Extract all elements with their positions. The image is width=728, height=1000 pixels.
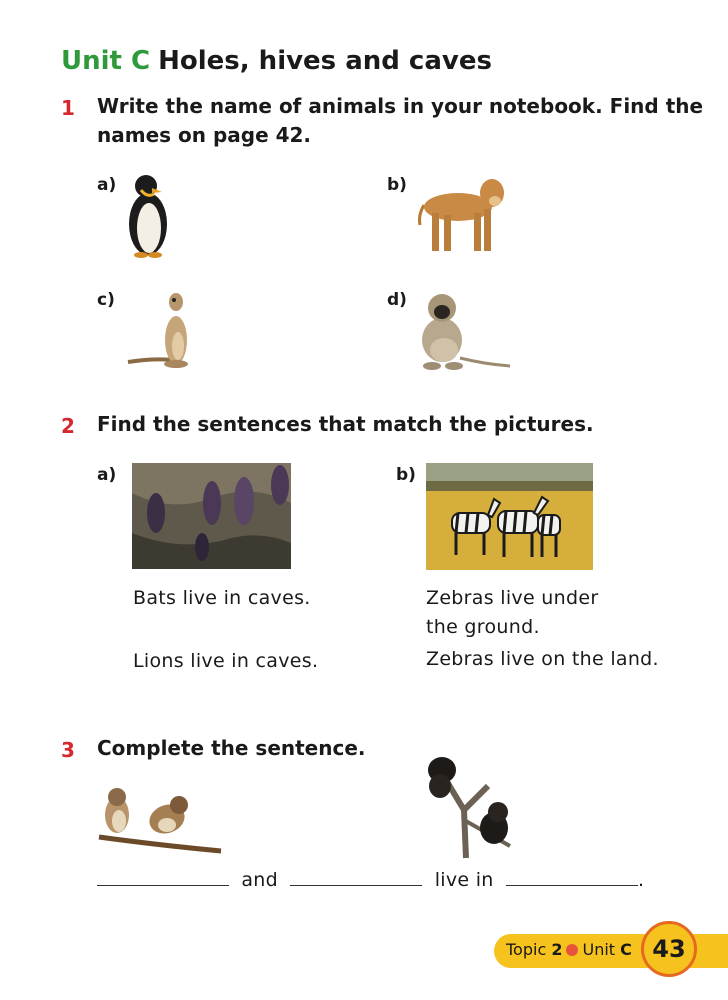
q1-label-b: b) (387, 175, 407, 195)
question-3-text: Complete the sentence. (97, 736, 366, 760)
monkey-picture (414, 288, 514, 372)
question-1-text (97, 92, 717, 150)
q2b-sentence-1-line1: Zebras live under (426, 587, 599, 609)
blank-3[interactable] (506, 867, 638, 886)
sparrows-picture (97, 787, 225, 859)
question-1-line1: Write the name of animals in your notebook. Find the (97, 94, 704, 118)
q3-sentence (97, 866, 644, 895)
q2-label-a: a) (97, 465, 117, 485)
chimpanzees-picture (418, 750, 522, 860)
q2a-sentence-2: Lions live in caves. (133, 650, 319, 672)
blank-2[interactable] (290, 867, 422, 886)
footer-topic-label: Topic (506, 940, 547, 959)
blank-1[interactable] (97, 867, 229, 886)
q1-label-d: d) (387, 290, 407, 310)
unit-heading (61, 46, 492, 76)
footer-unit-letter: C (620, 940, 632, 959)
question-1-number: 1 (61, 96, 75, 120)
bats-cave-picture (132, 463, 291, 569)
page-number: 43 (641, 921, 697, 977)
footer-dot-icon (566, 944, 578, 956)
question-3-number: 3 (61, 738, 75, 762)
footer-topic-number: 2 (551, 940, 563, 959)
word-and: and (241, 869, 278, 891)
question-2-text: Find the sentences that match the pictures. (97, 412, 594, 436)
lioness-picture (416, 175, 508, 255)
q2b-sentence-2: Zebras live on the land. (426, 648, 659, 670)
zebras-grassland-picture (426, 463, 593, 570)
word-live-in: live in (434, 869, 494, 891)
q2a-sentence-1: Bats live in caves. (133, 587, 311, 609)
footer-topic-unit (506, 940, 632, 959)
sentence-end: . (637, 869, 645, 891)
unit-title: Holes, hives and caves (158, 46, 492, 76)
q2-label-b: b) (396, 465, 416, 485)
q2b-sentence-1 (426, 584, 598, 642)
question-1-line2: names on page 42. (97, 123, 312, 147)
q1-label-c: c) (97, 290, 115, 310)
penguin-picture (124, 172, 172, 258)
q2b-sentence-1-line2: the ground. (426, 616, 540, 638)
question-2-number: 2 (61, 414, 75, 438)
meerkat-picture (124, 290, 190, 370)
footer-unit-label: Unit (582, 940, 616, 959)
unit-label: Unit C (61, 46, 151, 76)
q1-label-a: a) (97, 175, 117, 195)
